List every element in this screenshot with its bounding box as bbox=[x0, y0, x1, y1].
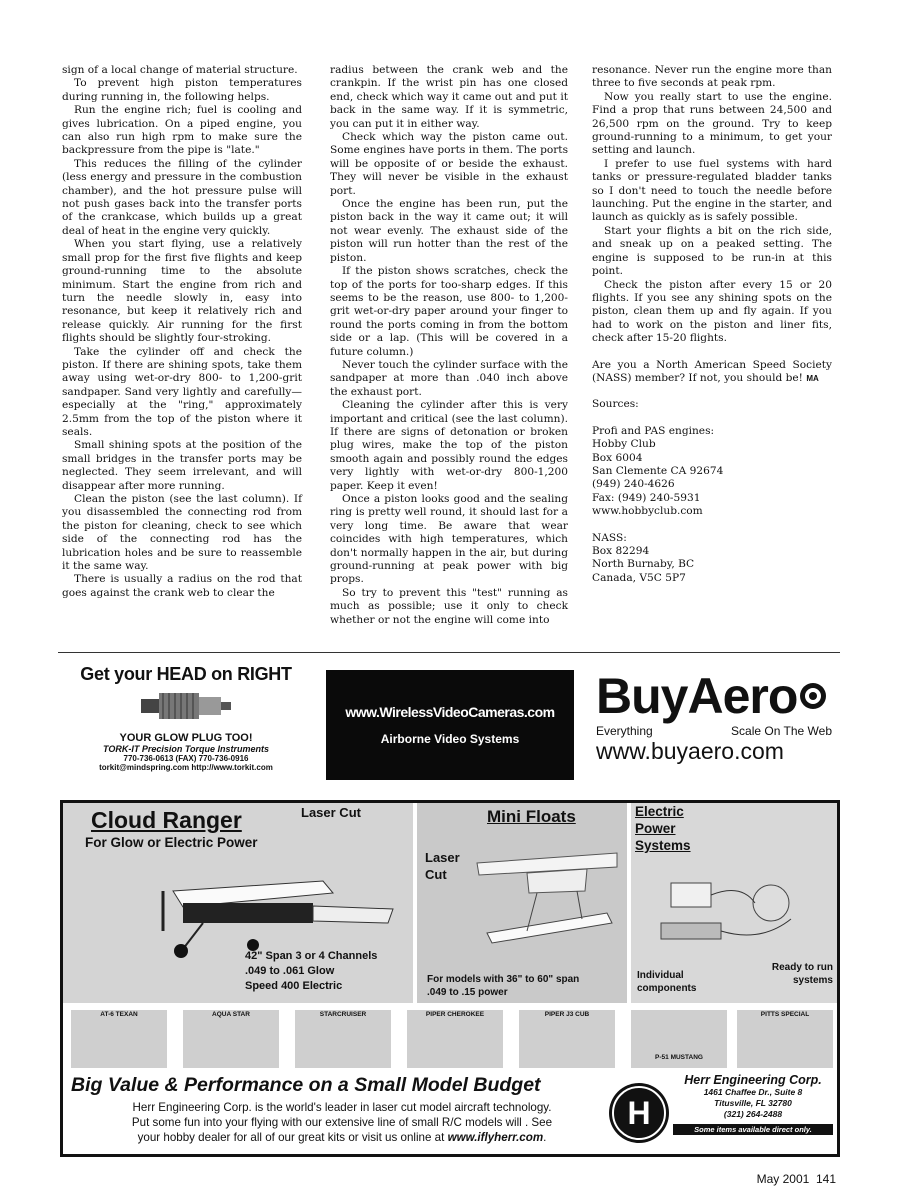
mini-floats-laser-cut bbox=[425, 849, 460, 883]
paragraph: Start your flights a bit on the rich side, and sneak up on a peaked setting. The engine is supposed to be run-in at this point. bbox=[592, 224, 832, 278]
paragraph: resonance. Never run the engine more than three to five seconds at peak rpm. bbox=[592, 64, 832, 90]
mini-floats-panel bbox=[417, 803, 627, 1003]
paragraph: If the piston shows scratches, check the top of the ports for too-sharp edges. If this seems to be the reason, use 800- to 1,200-grit wet-or-dry paper around your finger to round the ports coming in from the bottom side or a lap. (This will be covered in a future column.) bbox=[330, 265, 568, 358]
source-line: Box 82294 bbox=[592, 545, 650, 557]
body-line: Herr Engineering Corp. is the world's leader in laser cut model aircraft technology. bbox=[132, 1101, 552, 1114]
company-name: Herr Engineering Corp. bbox=[684, 1073, 822, 1087]
article-column-2 bbox=[330, 64, 568, 627]
source-line: North Burnaby, BC bbox=[592, 558, 695, 571]
paragraph: sign of a local change of material structure. bbox=[62, 64, 298, 76]
source-line: Hobby Club bbox=[592, 438, 656, 451]
source-line: Canada, V5C 5P7 bbox=[592, 571, 686, 584]
wireless-video-ad[interactable] bbox=[326, 670, 574, 780]
herr-engineering-ad[interactable] bbox=[60, 800, 840, 1157]
wvc-tagline: Airborne Video Systems bbox=[380, 732, 520, 746]
cut-label: Cut bbox=[425, 867, 447, 882]
direct-note: Some items available direct only. bbox=[673, 1124, 833, 1135]
target-icon bbox=[799, 682, 827, 710]
torkit-brand: TORK-IT Precision Torque Instruments bbox=[102, 744, 270, 754]
paragraph: To prevent high piston temperatures during running in, the following helps. bbox=[62, 77, 302, 103]
footnote-line: For models with 36" to 60" span bbox=[427, 974, 580, 985]
article-column-3 bbox=[592, 64, 832, 585]
herr-logo bbox=[609, 1083, 669, 1143]
paragraph: Now you really start to use the engine. Find a prop that runs between 24,500 and 26,500 rpm on the ground. Try to keep ground-running to a minimum, to get your setting and launch. bbox=[592, 90, 832, 157]
body-line: Put some fun into your flying with our extensive line of small R/C models will . See bbox=[131, 1116, 553, 1129]
cloud-ranger-specs bbox=[245, 949, 377, 994]
herr-address bbox=[673, 1073, 833, 1135]
mini-floats-title: Mini Floats bbox=[487, 807, 576, 826]
paragraph: radius between the crank web and the crankpin. If the wrist pin has one closed end, check which way it came out and put it back in the same way. If it is symmetric, you can put it in either way. bbox=[330, 64, 568, 130]
spec-line: .049 to .061 Glow bbox=[245, 965, 335, 977]
source-line: Box 6004 bbox=[592, 451, 643, 464]
paragraph: There is usually a radius on the rod that goes against the crank web to clear the bbox=[62, 573, 302, 599]
paragraph: Clean the piston (see the last column). If you disassembled the connecting rod from the piston for cleaning, check to see which side of the connecting rod has the lubrication holes and be sure to reassemble it the same way. bbox=[62, 493, 302, 573]
model-label: AT-6 TEXAN bbox=[100, 1011, 138, 1018]
source-link[interactable]: www.hobbyclub.com bbox=[592, 505, 703, 518]
model-thumbnail[interactable] bbox=[519, 1010, 615, 1068]
page-footer bbox=[757, 1172, 836, 1186]
model-thumbnail[interactable] bbox=[407, 1010, 503, 1068]
logo-letter: H bbox=[627, 1095, 651, 1131]
paragraph: Never touch the cylinder surface with the sandpaper at more than .040 inch above the exhaust port. bbox=[330, 358, 568, 398]
divider bbox=[58, 652, 840, 653]
mini-floats-footnote bbox=[427, 973, 579, 999]
torkit-contact[interactable]: torkit@mindspring.com http://www.torkit.com bbox=[99, 763, 273, 772]
paragraph: Cleaning the cylinder after this is very important and critical (see the last column). If there are signs of detonation or broken plug wires, make the top of the piston smooth again and possibly round the edges very lightly with wet-or-dry 800-1,200 paper. Keep it even! bbox=[330, 399, 568, 492]
label-line: systems bbox=[792, 975, 833, 986]
paragraph: When you start flying, use a relatively small prop for the first five flights and keep ground-running time to the absolute minimum. Start the engine from rich and turn the needle slowly in, easy into resonance, but keep it relatively rich and release quickly. Air running for the first flights should be slightly four-stroking. bbox=[62, 238, 302, 345]
model-thumbnail[interactable] bbox=[295, 1010, 391, 1068]
floatplane-icon bbox=[467, 843, 623, 963]
nass-question-text: Are you a North American Speed Society (NASS) member? If not, you should be! bbox=[592, 358, 832, 384]
glow-plug-icon bbox=[141, 687, 231, 725]
buyaero-url[interactable]: www.buyaero.com bbox=[596, 738, 784, 764]
sources-nass bbox=[592, 532, 832, 586]
buyaero-tagline bbox=[596, 724, 832, 738]
title-line: Power bbox=[635, 821, 676, 836]
sources-profi bbox=[592, 425, 832, 519]
body-text: your hobby dealer for all of our great kits or visit us online at bbox=[137, 1131, 445, 1144]
paragraph: Run the engine rich; fuel is cooling and gives lubrication. On a piped engine, you can also run high rpm to make sure the backpressure from the pipe is "late." bbox=[62, 104, 302, 157]
label-line: Ready to run bbox=[771, 962, 833, 973]
address-line: Titusville, FL 32780 bbox=[714, 1098, 792, 1108]
herr-body bbox=[77, 1100, 607, 1145]
end-mark: MA bbox=[806, 373, 819, 383]
spec-line: 42" Span 3 or 4 Channels bbox=[245, 950, 378, 962]
electric-power-title bbox=[635, 803, 691, 854]
paragraph: Check which way the piston came out. Some engines have ports in them. The ports will be opposite of or beside the exhaust. They will never be visible in the exhaust port. bbox=[330, 131, 568, 197]
torkit-headline: Get your HEAD on RIGHT bbox=[80, 664, 292, 684]
sources-heading: Sources: bbox=[592, 398, 639, 411]
title-line: Systems bbox=[635, 838, 691, 853]
buyaero-logo-row bbox=[596, 668, 840, 724]
wvc-url[interactable]: www.WirelessVideoCameras.com bbox=[345, 704, 555, 720]
paragraph: I prefer to use fuel systems with hard tanks or pressure-regulated bladder tanks so I don't need to touch the needle before launching. Put the engine in the starter, and launch as quickly as is safely possible. bbox=[592, 157, 832, 224]
electric-components-icon bbox=[651, 873, 831, 959]
herr-headline: Big Value & Performance on a Small Model Budget bbox=[71, 1074, 541, 1096]
model-thumbnails bbox=[71, 1010, 833, 1070]
airplane-icon bbox=[103, 861, 403, 961]
buyaero-ad[interactable] bbox=[596, 668, 840, 784]
paragraph: Check the piston after every 15 or 20 flights. If you see any shining spots on the piston, clean them up and fly again. If you had to work on the piston and liner fits, check after 15-20 flights. bbox=[592, 278, 832, 345]
model-label: STARCRUISER bbox=[319, 1011, 367, 1018]
paragraph: This reduces the filling of the cylinder (less energy and pressure in the combustion chamber), and the hot pressure pulse will not push gases back into the transfer ports of the crankcase, which builds up a great deal of heat in the engine very quickly. bbox=[62, 157, 302, 237]
cloud-ranger-panel bbox=[63, 803, 413, 1003]
paragraph: Small shining spots at the position of the small bridges in the transfer ports may be neglected. They seem irrelevant, and will disappear after more running. bbox=[62, 439, 302, 492]
buyaero-tag-left: Everything bbox=[596, 724, 653, 738]
herr-url[interactable]: www.iflyherr.com bbox=[447, 1131, 544, 1144]
model-thumbnail[interactable] bbox=[71, 1010, 167, 1068]
model-label: PITTS SPECIAL bbox=[760, 1011, 810, 1018]
model-label: AQUA STAR bbox=[212, 1011, 250, 1018]
footnote-line: .049 to .15 power bbox=[427, 987, 508, 998]
torkit-ad[interactable] bbox=[62, 664, 310, 782]
source-line: San Clemente CA 92674 bbox=[592, 464, 724, 477]
buyaero-tag-right: Scale On The Web bbox=[731, 724, 832, 738]
article-column-1 bbox=[62, 64, 302, 600]
source-line: Fax: (949) 240-5931 bbox=[592, 491, 701, 504]
address-line: 1461 Chaffee Dr., Suite 8 bbox=[703, 1087, 803, 1097]
source-line: Profi and PAS engines: bbox=[592, 424, 715, 437]
model-label: PIPER J3 CUB bbox=[544, 1011, 590, 1018]
model-thumbnail[interactable] bbox=[737, 1010, 833, 1068]
source-line: NASS: bbox=[592, 531, 627, 544]
model-label: PIPER CHEROKEE bbox=[425, 1011, 485, 1018]
body-line: your hobby dealer for all of our great kits or visit us online at www.iflyherr.com. bbox=[137, 1131, 547, 1144]
laser-label: Laser bbox=[425, 850, 460, 865]
page-number: 141 bbox=[815, 1172, 836, 1186]
torkit-phone: 770-736-0613 (FAX) 770-736-0916 bbox=[123, 754, 249, 763]
electric-power-panel bbox=[631, 803, 837, 1003]
spec-line: Speed 400 Electric bbox=[245, 980, 343, 992]
torkit-subline: YOUR GLOW PLUG TOO! bbox=[119, 732, 253, 744]
label-line: Individual bbox=[637, 970, 684, 981]
label-line: components bbox=[637, 983, 697, 994]
paragraph: Once a piston looks good and the sealing ring is pretty well round, it should last for a very long time. Be aware that wear coincides with high temperatures, which don't normally happen in the air, but during ground-running at peak power with big props. bbox=[330, 493, 568, 586]
cloud-ranger-subtitle: For Glow or Electric Power bbox=[85, 835, 258, 850]
individual-components-label bbox=[637, 969, 696, 995]
buyaero-logo: BuyAero bbox=[596, 668, 798, 724]
paragraph: Once the engine has been run, put the piston back in the way it came out; it will not wear evenly. The exhaust side of the piston will run hotter than the rest of the piston. bbox=[330, 198, 568, 264]
model-thumbnail[interactable] bbox=[183, 1010, 279, 1068]
paragraph: So try to prevent this "test" running as much as possible; use it only to check whether or not the engine will come into bbox=[330, 586, 568, 626]
nass-question bbox=[592, 359, 832, 386]
title-line: Electric bbox=[635, 804, 684, 819]
h-logo-icon bbox=[609, 1083, 669, 1143]
phone-line: (321) 264-2488 bbox=[723, 1109, 783, 1119]
issue-date: May 2001 bbox=[756, 1172, 810, 1186]
source-line: (949) 240-4626 bbox=[592, 478, 675, 491]
paragraph: Take the cylinder off and check the piston. If there are shining spots, take them away using wet-or-dry 800- to 1,200-grit sandpaper. Sand very lightly and carefully—especially at the "ring," approximately 2.5mm from the top of the piston where it seals. bbox=[62, 345, 302, 438]
cloud-ranger-title: Cloud Ranger bbox=[91, 807, 242, 833]
model-thumbnail[interactable] bbox=[631, 1010, 727, 1068]
model-label: P-51 MUSTANG bbox=[655, 1054, 703, 1061]
cloud-ranger-laser-cut: Laser Cut bbox=[301, 805, 361, 820]
ready-to-run-label bbox=[772, 961, 833, 987]
